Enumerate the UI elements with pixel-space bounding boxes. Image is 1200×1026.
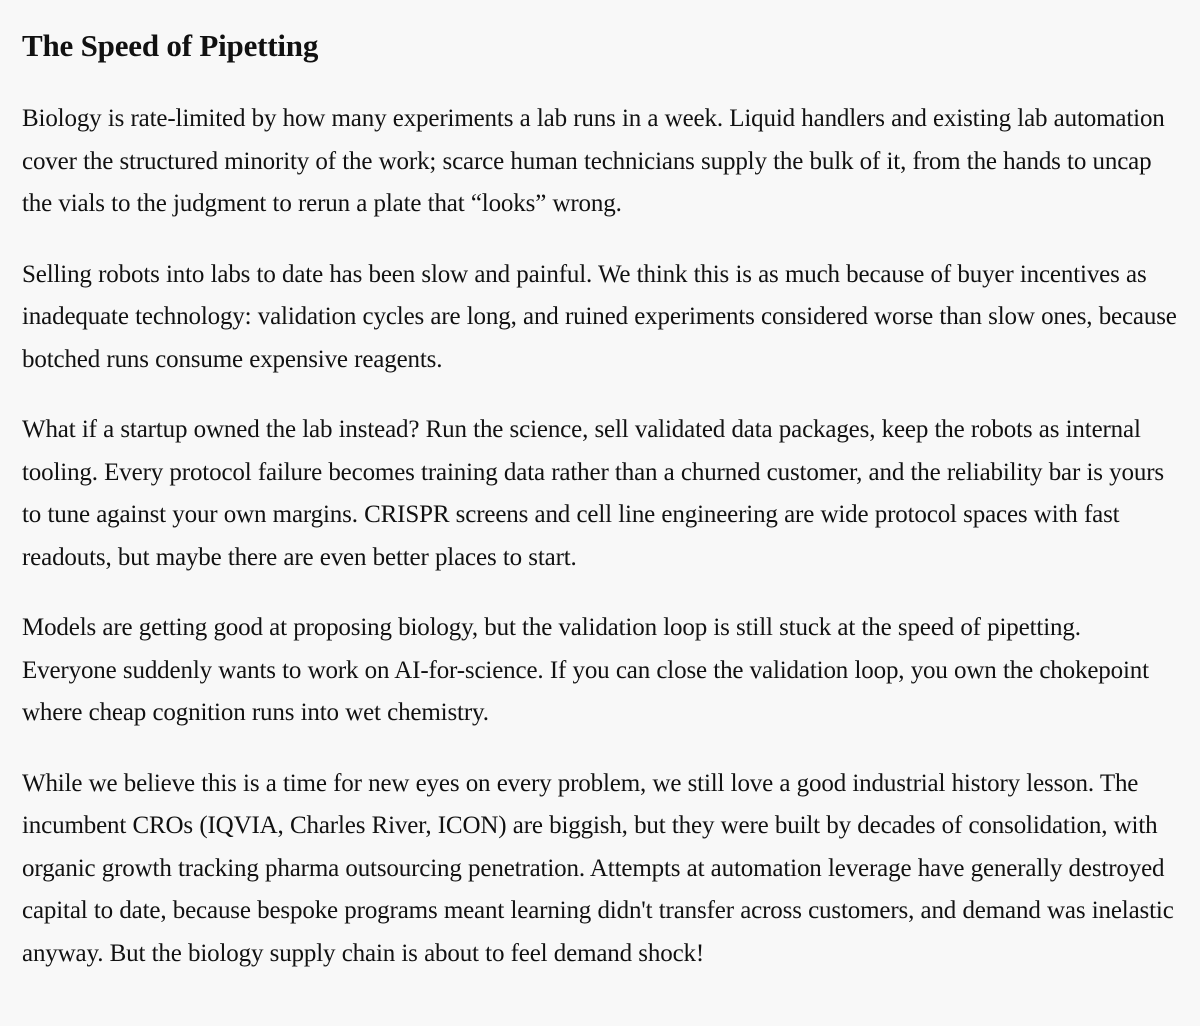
- paragraph-3: What if a startup owned the lab instead? Run the science, sell validated data packages, keep the robots as internal tooling. Every protocol failure becomes training data rather than a churned customer, and the reliability bar is yours to tune against your own margins. CRISPR screens and cell line engineering are wide protocol spaces with fast readouts, but maybe there are even better places to start.: [22, 416, 1164, 571]
- article-body: [22, 98, 1178, 975]
- paragraph-4: Models are getting good at proposing biology, but the validation loop is still stuck at the speed of pipetting. Everyone suddenly wants to work on AI-for-science. If you can close the validation loop, you own the chokepoint where cheap cognition runs into wet chemistry.: [22, 614, 1149, 726]
- paragraph-1: Biology is rate-limited by how many experiments a lab runs in a week. Liquid handlers and existing lab automation cover the structured minority of the work; scarce human technicians supply the bulk of it, from the hands to uncap the vials to the judgment to rerun a plate that “looks” wrong.: [22, 105, 1165, 217]
- paragraph-2: Selling robots into labs to date has been slow and painful. We think this is as much because of buyer incentives as inadequate technology: validation cycles are long, and ruined experiments considered worse than slow ones, because botched runs consume expensive reagents.: [22, 260, 1177, 373]
- paragraph-5: While we believe this is a time for new eyes on every problem, we still love a good industrial history lesson. The incumbent CROs (IQVIA, Charles River, ICON) are biggish, but they were built by decades of consolidation, with organic growth tracking pharma outsourcing penetration. Attempts at automation leverage have generally destroyed capital to date, because bespoke programs meant learning didn't transfer across customers, and demand was inelastic anyway. But the biology supply chain is about to feel demand shock!: [22, 769, 1174, 967]
- article-title: The Speed of Pipetting: [22, 28, 319, 63]
